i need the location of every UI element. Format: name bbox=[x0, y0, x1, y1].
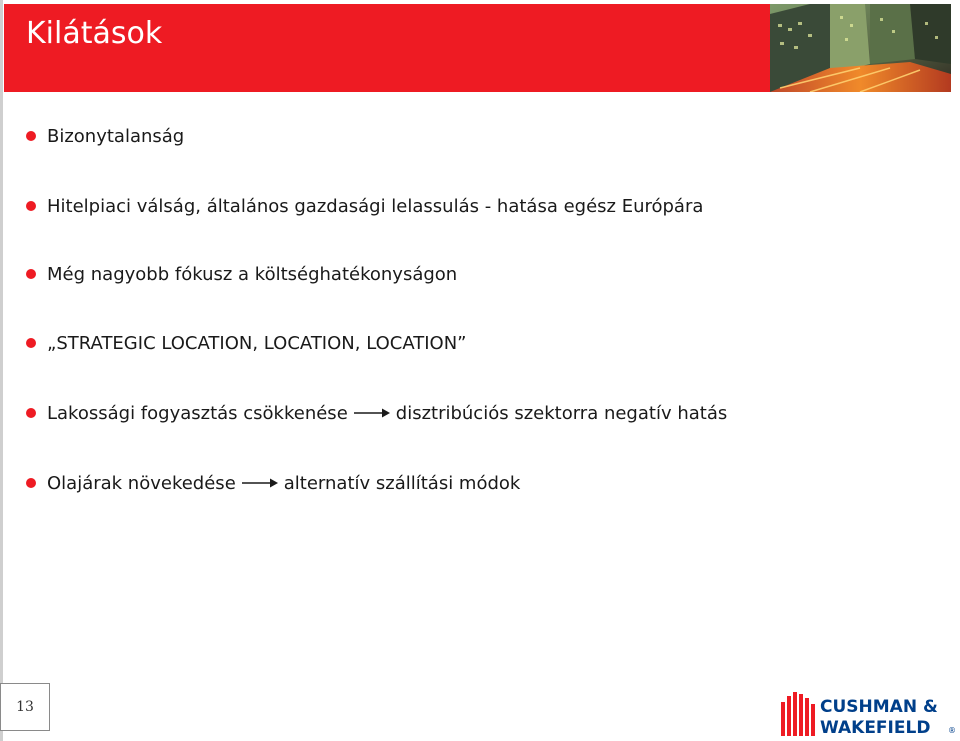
bullet-item bbox=[26, 330, 467, 356]
page-number: 13 bbox=[16, 699, 34, 715]
bullet-dot-icon bbox=[26, 201, 36, 211]
bullet-text: Bizonytalanság bbox=[47, 125, 185, 147]
bullet-consequence-text: disztribúciós szektorra negatív hatás bbox=[395, 402, 728, 424]
bullet-dot-icon bbox=[26, 338, 36, 348]
bullet-item bbox=[26, 261, 457, 287]
bullet-dot-icon bbox=[26, 408, 36, 418]
bullet-text: Olajárak növekedése bbox=[47, 472, 236, 494]
bullet-dot-icon bbox=[26, 478, 36, 488]
logo-mark-icon bbox=[781, 692, 815, 736]
slide-title: Kilátások bbox=[26, 16, 163, 51]
arrow-right-icon bbox=[354, 407, 390, 419]
bullet-text: Hitelpiaci válság, általános gazdasági lelassulás - hatása egész Európára bbox=[47, 195, 704, 217]
bullet-text: Lakossági fogyasztás csökkenése bbox=[47, 402, 348, 424]
bullet-text: Még nagyobb fókusz a költséghatékonyságon bbox=[47, 263, 458, 285]
logo-line-2: WAKEFIELD bbox=[820, 718, 931, 738]
logo-line-1: CUSHMAN & bbox=[820, 697, 938, 717]
city-skyline-image bbox=[770, 4, 951, 92]
bullet-text: „STRATEGIC LOCATION, LOCATION, LOCATION” bbox=[47, 332, 467, 354]
arrow-right-icon bbox=[242, 477, 278, 489]
cushman-wakefield-logo bbox=[780, 690, 958, 738]
bullet-dot-icon bbox=[26, 131, 36, 141]
header-city-photo bbox=[770, 4, 951, 92]
bullet-item bbox=[26, 400, 727, 426]
bullet-item bbox=[26, 470, 520, 496]
bullet-item bbox=[26, 123, 184, 149]
bullet-consequence-text: alternatív szállítási módok bbox=[283, 472, 521, 494]
bullet-item bbox=[26, 193, 703, 219]
page-number-box bbox=[0, 683, 50, 731]
logo-registered-mark: ® bbox=[948, 726, 956, 735]
bullet-dot-icon bbox=[26, 269, 36, 279]
left-edge-rule bbox=[0, 0, 3, 741]
header-bar bbox=[4, 4, 770, 92]
